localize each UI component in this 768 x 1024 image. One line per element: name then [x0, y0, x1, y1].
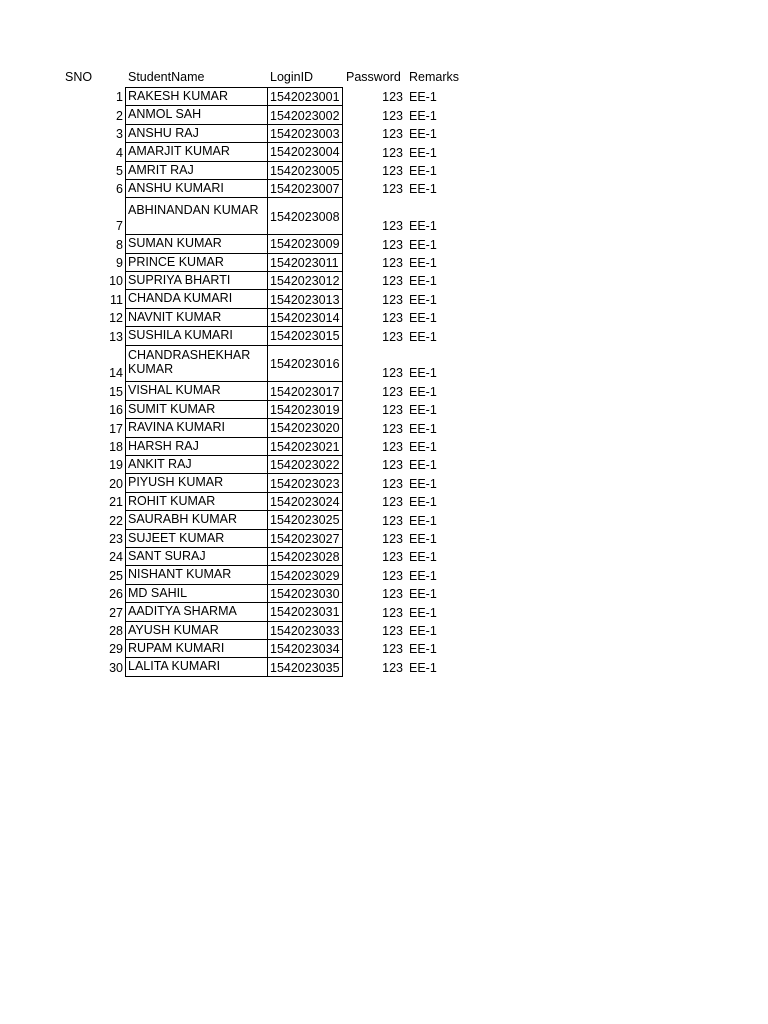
row-login-id: 1542023027: [267, 529, 343, 548]
row-password: 123: [382, 164, 403, 178]
row-sno: 20: [109, 476, 123, 491]
row-remarks: EE-1: [409, 642, 437, 657]
row-sno: 4: [116, 145, 123, 160]
row-sno: 1: [116, 90, 123, 105]
row-login-id: 1542023012: [267, 271, 343, 290]
row-remarks: EE-1: [409, 164, 437, 178]
row-remarks: EE-1: [409, 274, 437, 289]
row-password: 123: [382, 532, 403, 546]
row-sno: 5: [116, 164, 123, 178]
row-student-name: ANSHU KUMARI: [125, 179, 268, 198]
row-sno: 28: [109, 624, 123, 638]
row-password: 123: [382, 587, 403, 602]
row-student-name: RAVINA KUMARI: [125, 418, 268, 437]
header-login-id: LoginID: [270, 70, 314, 84]
row-student-name: AADITYA SHARMA: [125, 602, 268, 621]
row-login-id: 1542023008: [267, 197, 343, 235]
row-student-name: ANSHU RAJ: [125, 124, 268, 143]
row-login-id: 1542023004: [267, 142, 343, 161]
row-student-name: SUPRIYA BHARTI: [125, 271, 268, 290]
row-student-name: SANT SURAJ: [125, 547, 268, 566]
row-password: 123: [382, 642, 403, 657]
row-remarks: EE-1: [409, 127, 437, 142]
row-login-id: 1542023013: [267, 289, 343, 308]
row-login-id: 1542023029: [267, 565, 343, 584]
row-password: 123: [382, 495, 403, 510]
row-login-id: 1542023017: [267, 381, 343, 400]
row-sno: 24: [109, 550, 123, 565]
row-student-name: NISHANT KUMAR: [125, 565, 268, 584]
row-sno: 2: [116, 108, 123, 123]
row-remarks: EE-1: [409, 495, 437, 510]
row-password: 123: [382, 513, 403, 528]
row-student-name: AMARJIT KUMAR: [125, 142, 268, 161]
row-remarks: EE-1: [409, 219, 437, 234]
row-login-id: 1542023001: [267, 87, 343, 106]
row-sno: 6: [116, 182, 123, 197]
row-sno: 25: [109, 568, 123, 583]
row-login-id: 1542023024: [267, 492, 343, 511]
row-sno: 17: [109, 421, 123, 436]
row-remarks: EE-1: [409, 366, 437, 381]
header-student-name: StudentName: [128, 70, 205, 84]
row-student-name: PIYUSH KUMAR: [125, 473, 268, 492]
row-remarks: EE-1: [409, 440, 437, 454]
row-login-id: 1542023005: [267, 161, 343, 180]
row-password: 123: [382, 219, 403, 234]
row-student-name: ROHIT KUMAR: [125, 492, 268, 511]
row-login-id: 1542023025: [267, 510, 343, 529]
row-student-name: SUSHILA KUMARI: [125, 326, 268, 345]
row-password: 123: [382, 403, 403, 418]
row-sno: 23: [109, 532, 123, 546]
row-sno: 13: [109, 329, 123, 344]
row-login-id: 1542023002: [267, 105, 343, 124]
row-remarks: EE-1: [409, 624, 437, 638]
row-sno: 21: [109, 495, 123, 510]
row-password: 123: [382, 256, 403, 270]
row-password: 123: [382, 624, 403, 638]
row-remarks: EE-1: [409, 256, 437, 270]
row-sno: 14: [109, 366, 123, 381]
row-login-id: 1542023023: [267, 473, 343, 492]
row-password: 123: [382, 476, 403, 491]
row-student-name: AYUSH KUMAR: [125, 621, 268, 640]
row-sno: 26: [109, 587, 123, 602]
row-password: 123: [382, 568, 403, 583]
row-login-id: 1542023011: [267, 253, 343, 272]
row-password: 123: [382, 384, 403, 399]
row-password: 123: [382, 458, 403, 473]
row-sno: 8: [116, 237, 123, 252]
row-login-id: 1542023031: [267, 602, 343, 621]
row-remarks: EE-1: [409, 145, 437, 160]
row-student-name: NAVNIT KUMAR: [125, 308, 268, 327]
row-login-id: 1542023014: [267, 308, 343, 327]
row-remarks: EE-1: [409, 587, 437, 602]
row-student-name: SAURABH KUMAR: [125, 510, 268, 529]
row-student-name: RAKESH KUMAR: [125, 87, 268, 106]
row-remarks: EE-1: [409, 311, 437, 326]
row-sno: 29: [109, 642, 123, 657]
header-remarks: Remarks: [409, 70, 460, 84]
row-remarks: EE-1: [409, 568, 437, 583]
header-password: Password: [346, 70, 401, 84]
row-remarks: EE-1: [409, 108, 437, 123]
row-login-id: 1542023020: [267, 418, 343, 437]
row-password: 123: [382, 145, 403, 160]
row-sno: 15: [109, 384, 123, 399]
row-password: 123: [382, 274, 403, 289]
row-student-name: HARSH RAJ: [125, 437, 268, 456]
row-remarks: EE-1: [409, 605, 437, 620]
row-remarks: EE-1: [409, 513, 437, 528]
row-password: 123: [382, 237, 403, 252]
row-remarks: EE-1: [409, 403, 437, 418]
row-password: 123: [382, 182, 403, 197]
row-student-name: CHANDRASHEKHAR KUMAR: [125, 345, 268, 383]
row-sno: 16: [109, 403, 123, 418]
row-remarks: EE-1: [409, 421, 437, 436]
row-password: 123: [382, 550, 403, 565]
row-password: 123: [382, 292, 403, 307]
row-password: 123: [382, 660, 403, 675]
row-login-id: 1542023015: [267, 326, 343, 345]
header-sno: SNO: [65, 70, 93, 84]
row-password: 123: [382, 366, 403, 381]
row-password: 123: [382, 108, 403, 123]
row-login-id: 1542023022: [267, 455, 343, 474]
row-student-name: SUMIT KUMAR: [125, 400, 268, 419]
row-remarks: EE-1: [409, 182, 437, 197]
row-password: 123: [382, 440, 403, 454]
row-login-id: 1542023009: [267, 234, 343, 253]
row-remarks: EE-1: [409, 90, 437, 105]
row-sno: 12: [109, 311, 123, 326]
row-login-id: 1542023003: [267, 124, 343, 143]
row-sno: 18: [109, 440, 123, 454]
row-sno: 19: [109, 458, 123, 473]
row-remarks: EE-1: [409, 384, 437, 399]
row-student-name: AMRIT RAJ: [125, 161, 268, 180]
row-password: 123: [382, 90, 403, 105]
row-student-name: PRINCE KUMAR: [125, 253, 268, 272]
row-login-id: 1542023028: [267, 547, 343, 566]
row-remarks: EE-1: [409, 660, 437, 675]
row-login-id: 1542023019: [267, 400, 343, 419]
row-login-id: 1542023021: [267, 437, 343, 456]
row-password: 123: [382, 329, 403, 344]
row-sno: 7: [116, 219, 123, 234]
row-login-id: 1542023016: [267, 345, 343, 383]
row-sno: 9: [116, 256, 123, 270]
row-student-name: ANMOL SAH: [125, 105, 268, 124]
row-login-id: 1542023033: [267, 621, 343, 640]
row-remarks: EE-1: [409, 476, 437, 491]
row-password: 123: [382, 127, 403, 142]
row-sno: 27: [109, 605, 123, 620]
row-student-name: SUMAN KUMAR: [125, 234, 268, 253]
row-login-id: 1542023030: [267, 584, 343, 603]
row-remarks: EE-1: [409, 550, 437, 565]
row-student-name: ANKIT RAJ: [125, 455, 268, 474]
row-student-name: VISHAL KUMAR: [125, 381, 268, 400]
row-sno: 10: [109, 274, 123, 289]
row-login-id: 1542023034: [267, 639, 343, 658]
row-password: 123: [382, 311, 403, 326]
row-remarks: EE-1: [409, 292, 437, 307]
row-student-name: LALITA KUMARI: [125, 657, 268, 676]
row-remarks: EE-1: [409, 532, 437, 546]
row-password: 123: [382, 421, 403, 436]
row-login-id: 1542023035: [267, 657, 343, 676]
row-login-id: 1542023007: [267, 179, 343, 198]
row-sno: 22: [109, 513, 123, 528]
row-sno: 11: [110, 292, 123, 307]
row-remarks: EE-1: [409, 237, 437, 252]
row-remarks: EE-1: [409, 458, 437, 473]
row-sno: 3: [116, 127, 123, 142]
row-student-name: SUJEET KUMAR: [125, 529, 268, 548]
row-student-name: MD SAHIL: [125, 584, 268, 603]
row-student-name: CHANDA KUMARI: [125, 289, 268, 308]
row-password: 123: [382, 605, 403, 620]
row-student-name: RUPAM KUMARI: [125, 639, 268, 658]
row-sno: 30: [109, 660, 123, 675]
row-student-name: ABHINANDAN KUMAR: [125, 197, 268, 235]
row-remarks: EE-1: [409, 329, 437, 344]
